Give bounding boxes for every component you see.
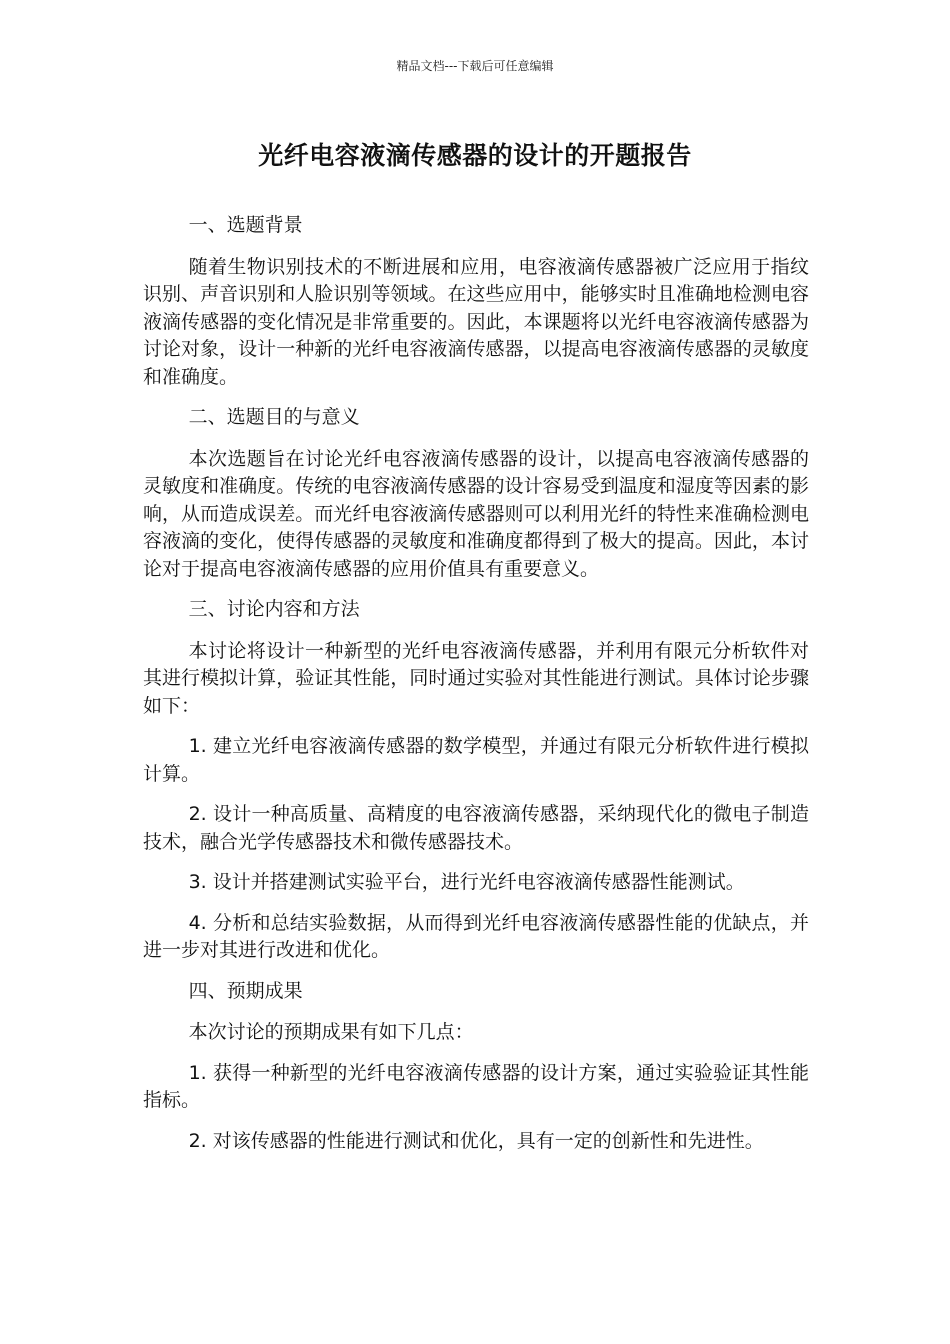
- page-header: 精品文档---下载后可任意编辑: [396, 59, 554, 73]
- paragraph-expected-results: 本次讨论的预期成果有如下几点：: [188, 1021, 474, 1043]
- paragraph-background: 随着生物识别技术的不断进展和应用，电容液滴传感器被广泛应用于指纹识别、声音识别和人脸识别等领域。在这些应用中，能够实时且准确地检测电容液滴传感器的变化情况是非常重要的。因此，本课题将以光纤电容液滴传感器为讨论对象，设计一种新的光纤电容液滴传感器，以提高电容液滴传感器的灵敏度和准确度。: [143, 255, 809, 388]
- section-heading-background: 一、选题背景: [188, 214, 303, 236]
- section-heading-expected-results: 四、预期成果: [188, 979, 303, 1002]
- document-body: [143, 212, 809, 1168]
- document-title: 光纤电容液滴传感器的设计的开题报告: [258, 141, 692, 170]
- list-item-result-1: 1. 获得一种新型的光纤电容液滴传感器的设计方案，通过实验验证其性能指标。: [143, 1061, 809, 1111]
- section-heading-purpose: 二、选题目的与意义: [188, 406, 360, 428]
- list-item-step-1: 1. 建立光纤电容液滴传感器的数学模型，并通过有限元分析软件进行模拟计算。: [143, 735, 809, 785]
- list-item-step-2: 2. 设计一种高质量、高精度的电容液滴传感器，采纳现代化的微电子制造技术，融合光学传感器技术和微传感器技术。: [143, 803, 809, 853]
- list-item-result-2: 2. 对该传感器的性能进行测试和优化，具有一定的创新性和先进性。: [188, 1129, 764, 1152]
- section-heading-content-method: 三、讨论内容和方法: [188, 598, 360, 620]
- list-item-step-3: 3. 设计并搭建测试实验平台，进行光纤电容液滴传感器性能测试。: [188, 871, 745, 893]
- paragraph-content-method: 本讨论将设计一种新型的光纤电容液滴传感器，并利用有限元分析软件对其进行模拟计算，验证其性能，同时通过实验对其性能进行测试。具体讨论步骤如下：: [143, 639, 809, 717]
- paragraph-purpose: 本次选题旨在讨论光纤电容液滴传感器的设计，以提高电容液滴传感器的灵敏度和准确度。传统的电容液滴传感器的设计容易受到温度和湿度等因素的影响，从而造成误差。而光纤电容液滴传感器则可以利用光纤的特性来准确检测电容液滴的变化，使得传感器的灵敏度和准确度都得到了极大的提高。因此，本讨论对于提高电容液滴传感器的应用价值具有重要意义。: [143, 447, 809, 580]
- list-item-step-4: 4. 分析和总结实验数据，从而得到光纤电容液滴传感器性能的优缺点，并进一步对其进行改进和优化。: [143, 911, 809, 961]
